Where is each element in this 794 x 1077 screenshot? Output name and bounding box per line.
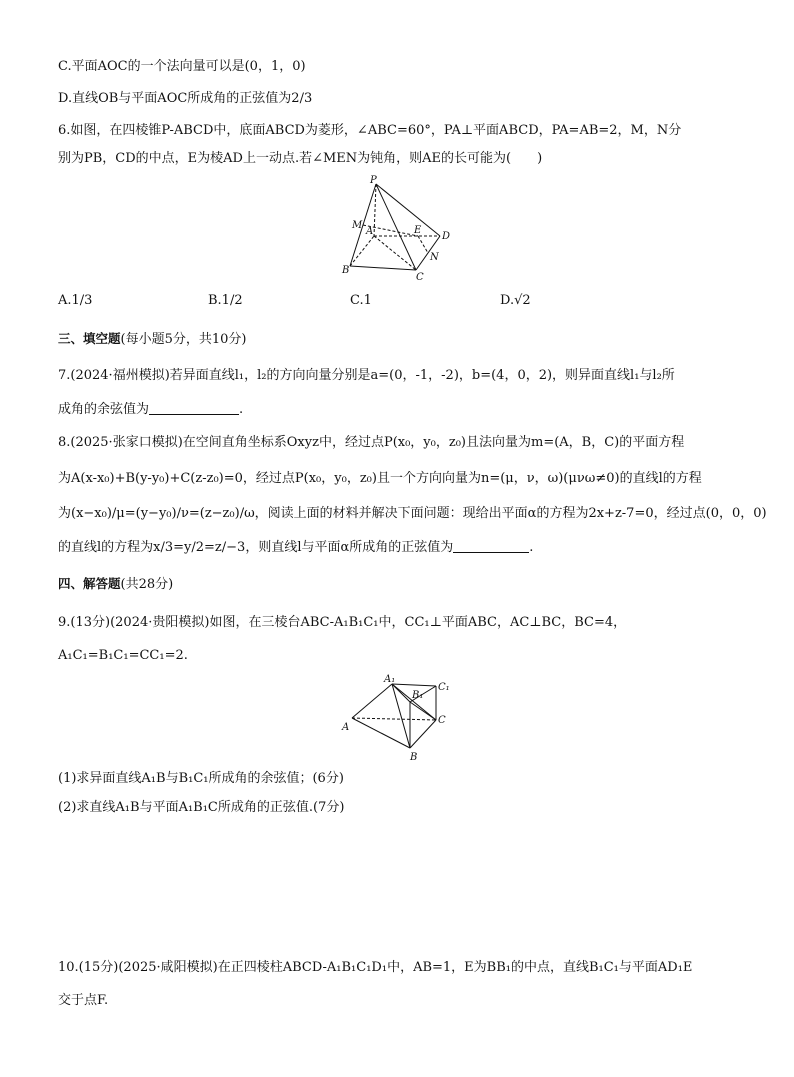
label-b-base: B [410,752,418,763]
section-3-header [58,329,246,350]
pyramid-figure [330,174,470,290]
q8-line-4: 的直线l的方程为x/3=y/2=z/−3，则直线l与平面α所成角的正弦值为 . [58,540,534,555]
option-c-prev: C.平面AOC的一个法向量可以是(0，1，0) [58,59,306,74]
label-n: N [430,252,439,263]
q10-line-1: 10.(15分)(2025·咸阳模拟)在正四棱柱ABCD-A₁B₁C₁D₁中，AB=1，E为BB₁的中点，直线B₁C₁与平面AD₁E [58,960,693,975]
option-d-prev: D.直线OB与平面AOC所成角的正弦值为2/3 [58,91,313,106]
label-c1: C₁ [438,682,450,693]
q8-line-2: 为A(x-x₀)+B(y-y₀)+C(z-z₀)=0，经过点P(x₀，y₀，z₀)且一个方向向量为n=(μ，ν，ω)(μνω≠0)的直线l的方程 [58,471,702,486]
q10-line-2: 交于点F. [58,993,109,1008]
label-b: B [342,265,350,276]
label-b1: B₁ [412,690,424,701]
q7-line-2-text: 成角的余弦值为 [58,402,150,417]
q7-answer-blank[interactable] [149,400,239,415]
q6-option-b: B.1/2 [208,293,243,308]
label-m: M [352,220,363,231]
label-c: C [416,272,424,283]
q6-option-c: C.1 [350,293,372,308]
q7-line-1: 7.(2024·福州模拟)若异面直线l₁，l₂的方向向量分别是a=(0，-1，-2)，b=(4，0，2)，则异面直线l₁与l₂所 [58,368,675,383]
label-e: E [414,225,422,236]
section-3-note: (每小题5分，共10分) [120,332,247,347]
q8-line-3: 为(x−x₀)/μ=(y−y₀)/ν=(z−z₀)/ω，阅读上面的材料并解决下面问题：现给出平面α的方程为2x+z-7=0，经过点(0，0，0) [58,506,767,521]
section-4-header [58,574,173,595]
frustum-figure [340,672,460,768]
q8-line-1: 8.(2025·张家口模拟)在空间直角坐标系Oxyz中，经过点P(x₀，y₀，z₀)且法向量为m=(A，B，C)的平面方程 [58,435,685,450]
section-4-note: (共28分) [120,577,174,592]
label-a-base: A [342,722,350,733]
q6-option-d: D.√2 [500,293,531,308]
q6-line-2: 别为PB，CD的中点，E为棱AD上一动点.若∠MEN为钝角，则AE的长可能为( ) [58,151,543,166]
q9-part-2: (2)求直线A₁B与平面A₁B₁C所成角的正弦值.(7分) [58,800,345,815]
section-3-title: 三、填空题 [58,331,121,346]
q9-line-2: A₁C₁=B₁C₁=CC₁=2. [58,648,188,663]
label-a1: A₁ [384,674,396,685]
q9-part-1: (1)求异面直线A₁B与B₁C₁所成角的余弦值；(6分) [58,771,344,786]
q8-line-4-text: 的直线l的方程为x/3=y/2=z/−3，则直线l与平面α所成角的正弦值为 [58,540,454,555]
q8-answer-blank[interactable] [453,538,529,553]
q9-line-1: 9.(13分)(2024·贵阳模拟)如图，在三棱台ABC-A₁B₁C₁中，CC₁⊥平面ABC，AC⊥BC，BC=4， [58,615,627,630]
label-p: P [370,175,377,186]
q6-option-a: A.1/3 [58,293,93,308]
q7-line-2: 成角的余弦值为 . [58,402,244,417]
section-4-title: 四、解答题 [58,576,121,591]
label-a: A [366,226,374,237]
q6-line-1: 6.如图，在四棱锥P-ABCD中，底面ABCD为菱形，∠ABC=60°，PA⊥平面ABCD，PA=AB=2，M，N分 [58,123,682,138]
label-d: D [442,231,451,242]
label-c-base: C [438,715,446,726]
